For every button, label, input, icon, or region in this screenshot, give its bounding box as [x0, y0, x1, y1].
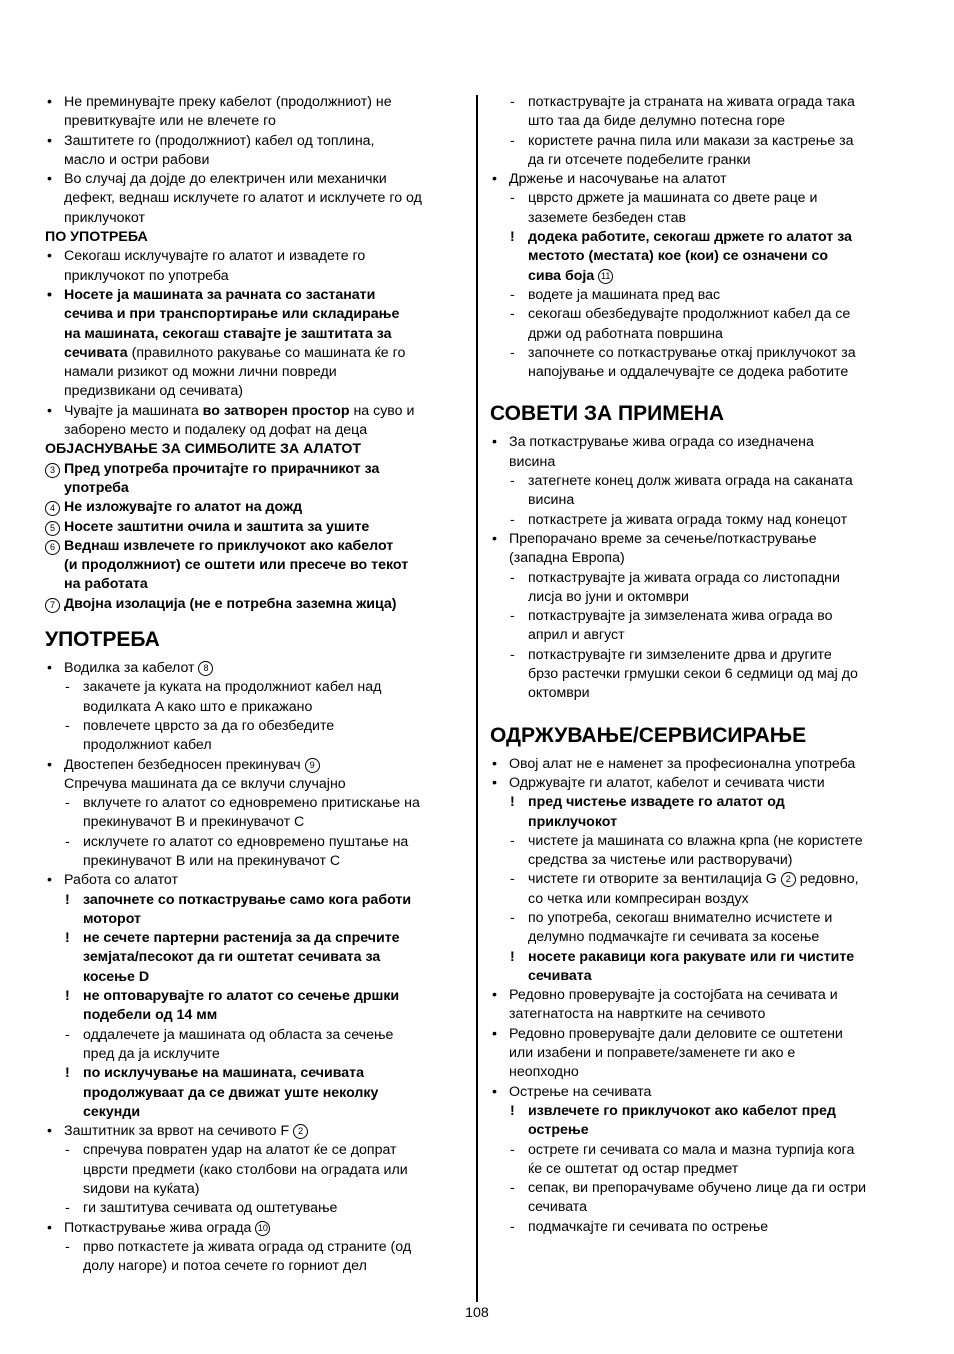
dash-item: - поткаструвајте ги зимзелените дрва и другите [490, 646, 912, 665]
figure-ref-badge: 8 [198, 661, 213, 676]
text-normal: Поткаструвањe жива ограда [64, 1219, 252, 1236]
dash-item: - чистете ја машината со влажна крпа (не користете [490, 832, 912, 851]
bullet-item: • Острење на сечивата [490, 1083, 912, 1102]
text-line: приклучокот [64, 209, 145, 226]
dash-item: - прво поткастете ја живата ограда од страните (од [45, 1238, 467, 1257]
text-line: дефект, веднаш исклучете го алатот и исклучете го од [64, 190, 422, 207]
text-bold: Пред употреба прочитајте го прирачникот за [64, 460, 380, 477]
symbol-item-3 [45, 460, 467, 479]
text-line: намали ризикот од можни лични повреди [64, 364, 337, 381]
bullet-item [45, 1122, 467, 1141]
spacer [490, 382, 912, 402]
spacer [490, 748, 912, 755]
column-divider [476, 95, 478, 1302]
text-line: продолжуваат да се движат уште неколку [83, 1084, 379, 1101]
dash-item: - исклучете го алатот со едновремено пуштање на [45, 833, 467, 852]
dash-item: - затегнете конец долж живата ограда на саканата [490, 472, 912, 491]
bullet-item: • Редовно проверувајте ја состојбата на сечивата и [490, 986, 912, 1005]
subheading-symbols: ОБЈАСНУВАЊЕ ЗА СИМБОЛИТЕ ЗА АЛАТОТ [45, 441, 362, 458]
warning-item: ! започнете со поткаструвањe само кога работи [45, 891, 467, 910]
text-normal: Заштитник за врвот на сечивото F [64, 1123, 290, 1140]
text-line: долу нагоре) и потоа сечете го горниот дел [83, 1258, 367, 1275]
text-line: масло и остри рабови [64, 151, 210, 168]
bullet-item [45, 402, 467, 421]
dash-item: - по употреба, секогаш внимателно исчистете и [490, 909, 912, 928]
bullet-item: • Препорачано време за сечење/поткаструвањe [490, 530, 912, 549]
bullet-item: • Одржувајте ги алатот, кабелот и сечивата чисти [490, 774, 912, 793]
text-line: држи од работната површина [528, 325, 723, 342]
bullet-item: • Овој алат не е наменет за професионална употреба [490, 755, 912, 774]
dash-item: - цврсто држете ја машината со двете раце и [490, 189, 912, 208]
section-title-use: УПОТРЕБА [45, 628, 160, 652]
text-normal: (правилното ракување со машината ќе го [127, 344, 406, 361]
text-line: пред да ја исклучите [83, 1045, 220, 1062]
warning-item: ! извлечете го приклучокот ако кабелот пред [490, 1102, 912, 1121]
bullet-item: • За поткаструвањe жива ограда со изедначена [490, 433, 912, 452]
dash-item: - водете ја машината пред вас [490, 286, 912, 305]
text-bold: во затворен простор [202, 402, 350, 419]
bullet-item: • Во случај да дојде до електричен или механички [45, 170, 467, 189]
text-line: (западна Европа) [509, 550, 625, 567]
section-title-maintenance: ОДРЖУВАЊЕ/СЕРВИСИРАЊЕ [490, 723, 807, 747]
text-line: заземете безбеден став [528, 209, 687, 226]
text-line: октомври [528, 685, 590, 702]
text-line [45, 344, 467, 363]
symbol-number-badge: 3 [45, 463, 60, 478]
dash-item: - започнете со поткаструвањe откај приклучокот за [490, 344, 912, 363]
text-line: висина [528, 492, 575, 509]
figure-ref-badge: 2 [781, 872, 796, 887]
bullet-item: • Заштитете го (продолжниот) кабел од топлина, [45, 132, 467, 151]
text-line: сечивата [528, 1199, 588, 1216]
text-bold: Не изложувајте го алатот на дожд [64, 499, 303, 516]
dash-item: - спречува повратен удар на алатот ќе се допрат [45, 1141, 467, 1160]
figure-ref-badge: 9 [305, 758, 320, 773]
text-line: секунди [83, 1103, 141, 1120]
dash-item [490, 870, 912, 889]
text-line: заборено место и подалеку од дофат на деца [64, 422, 368, 439]
spacer [45, 614, 467, 628]
warning-item: ! носете ракавици кога ракувате или ги чистите [490, 948, 912, 967]
dash-item: - ги заштитува сечивата од оштетување [45, 1199, 467, 1218]
text-normal: Водилка за кабелот [64, 660, 195, 677]
warning-item: ! пред чистење извадете го алатот од [490, 793, 912, 812]
right-column [490, 93, 912, 1237]
symbol-number-badge: 7 [45, 598, 60, 613]
text-line: делумно подмачкајте ги сечивата за косење [528, 929, 820, 946]
text-line: приклучокот по употреба [64, 267, 229, 284]
text-line [490, 267, 912, 286]
left-column [45, 93, 467, 1277]
text-line: на работата [64, 576, 148, 593]
bullet-item: • Работа со алатот [45, 871, 467, 890]
text-line: напојување и оддалечувајте се додека работите [528, 364, 849, 381]
bullet-item [45, 1219, 467, 1238]
text-line: сечивата [528, 967, 592, 984]
text-line: на машината, секогаш ставајте је заштитата за [64, 325, 392, 342]
text-bold: Двојна изолација (не е потребна заземна жица) [64, 595, 397, 612]
page-number: 108 [465, 1305, 489, 1321]
text-line: употреба [64, 479, 129, 496]
text-normal: на суво и [349, 402, 415, 419]
text-line: приклучокот [528, 813, 618, 830]
warning-item: ! додека работите, секогаш држете го алатот за [490, 228, 912, 247]
text-line: водилката A како што е прикажано [83, 698, 313, 715]
text-line: ќе се оштетат од остар предмет [528, 1160, 739, 1177]
text-line: или изабени и поправете/заменете ги ако е [509, 1045, 796, 1062]
text-line: земјата/песокот да ги оштетат сечивата за [83, 949, 381, 966]
text-line: сечива и при транспортирање или складирање [64, 306, 400, 323]
text-line: ѕидови на куќата) [83, 1181, 200, 1198]
dash-item: - повлечете цврсто за да го обезбедите [45, 717, 467, 736]
dash-item: - подмачкајте ги сечивата по острење [490, 1218, 912, 1237]
dash-item: - поткаструвајте ја страната на живата ограда така [490, 93, 912, 112]
symbol-number-badge: 5 [45, 521, 60, 536]
symbol-number-badge: 4 [45, 501, 60, 516]
symbol-item-4 [45, 498, 467, 517]
text-line: продолжниот кабел [83, 737, 212, 754]
text-line: Спречува машината да се вклучи случајно [64, 775, 346, 792]
figure-ref-badge: 10 [255, 1221, 270, 1236]
text-line: острење [528, 1122, 589, 1139]
bullet-item: • Не преминувајте преку кабелот (продолжниот) не [45, 93, 467, 112]
text-line: (и продолжниот) се оштети или пресече во текот [64, 557, 409, 574]
text-line: подебели од 14 мм [83, 1007, 218, 1024]
text-line: со четка или компресиран воздух [528, 890, 749, 907]
symbol-item-5 [45, 518, 467, 537]
text-line: цврсти предмети (како столбови на оградата или [83, 1161, 408, 1178]
dash-item: - закачете ја куката на продолжниот кабел над [45, 678, 467, 697]
text-line: брзо растечки грмушки секои 6 седмици од мај до [528, 666, 858, 683]
bullet-item: • Држење и насочување на алатот [490, 170, 912, 189]
text-line: затегнатоста на навртките на сечивото [509, 1006, 766, 1023]
text-line: прекинувачот B или на прекинувачот C [83, 852, 341, 869]
text-normal: Чувајте ја машината [64, 402, 203, 419]
dash-item: - поткастрете ја живата ограда токму над конецот [490, 511, 912, 530]
bullet-item: • Секогаш исклучувајте го алатот и извадете го [45, 247, 467, 266]
text-line: висина [509, 453, 556, 470]
symbol-item-6 [45, 537, 467, 556]
section-title-tips: СОВЕТИ ЗА ПРИМЕНА [490, 402, 725, 426]
text-line: средства за чистење или растворувачи) [528, 852, 793, 869]
text-line: да ги отсечете подебелите гранки [528, 151, 751, 168]
text-line: април и август [528, 627, 625, 644]
warning-item: ! по исклучување на машината, сечивата [45, 1064, 467, 1083]
dash-item: - сепак, ви препорачуваме обучено лице да ги остри [490, 1179, 912, 1198]
dash-item: - оддалечете ја машината од областа за сечење [45, 1026, 467, 1045]
text-bold: сива боја [528, 267, 595, 284]
figure-ref-badge: 11 [598, 269, 613, 284]
dash-item: - вклучете го алатот со едновремено притискање на [45, 794, 467, 813]
dash-item: - секогаш обезбедувајте продолжниот кабел да се [490, 305, 912, 324]
bullet-item [45, 659, 467, 678]
text-bold: сечивата [64, 344, 128, 361]
bullet-item: • Носете ја машината за рачната со застанати [45, 286, 467, 305]
text-line: моторот [83, 910, 141, 927]
text-bold: Носете заштитни очила и заштита за ушите [64, 518, 370, 535]
symbol-number-badge: 6 [45, 540, 60, 555]
warning-item: ! не оптоварувајте го алатот со сечење дршки [45, 987, 467, 1006]
text-line: неопходно [509, 1064, 579, 1081]
text-line: предизвикани од сечивата) [64, 383, 243, 400]
dash-item: - поткаструвајте ја зимзелената жива ограда во [490, 607, 912, 626]
text-line: превиткувајте или не влечете го [64, 113, 276, 130]
subheading-after-use: ПО УПОТРЕБА [45, 229, 148, 246]
warning-item: ! не сечете партерни растенија за да спречите [45, 929, 467, 948]
dash-item: - користете рачна пила или макази за кастрење за [490, 132, 912, 151]
spacer [45, 652, 467, 659]
text-line: прекинувачот B и прекинувачот C [83, 814, 305, 831]
bullet-item: • Редовно проверувајте дали деловите се оштетени [490, 1025, 912, 1044]
text-bold: Веднаш извлечете го приклучокот ако кабелот [64, 537, 394, 554]
text-line: што таа да биде делумно потесна горе [528, 113, 786, 130]
dash-item: - острете ги сечивата со мала и мазна турпија кога [490, 1141, 912, 1160]
bullet-item [45, 756, 467, 775]
dash-item: - поткаструвајте ја живата ограда со листопадни [490, 569, 912, 588]
text-line: косење D [83, 968, 150, 985]
text-line: местото (местата) кое (кои) се означени со [528, 248, 829, 265]
figure-ref-badge: 2 [293, 1124, 308, 1139]
text-normal: чистете ги отворите за вентилација G [528, 871, 777, 888]
text-normal: редовно, [795, 871, 859, 888]
spacer [490, 426, 912, 433]
text-line: лисја во јуни и октомври [528, 588, 689, 605]
text-normal: Двостепен безбедносен прекинувач [64, 756, 301, 773]
symbol-item-7 [45, 595, 467, 614]
spacer [490, 704, 912, 724]
